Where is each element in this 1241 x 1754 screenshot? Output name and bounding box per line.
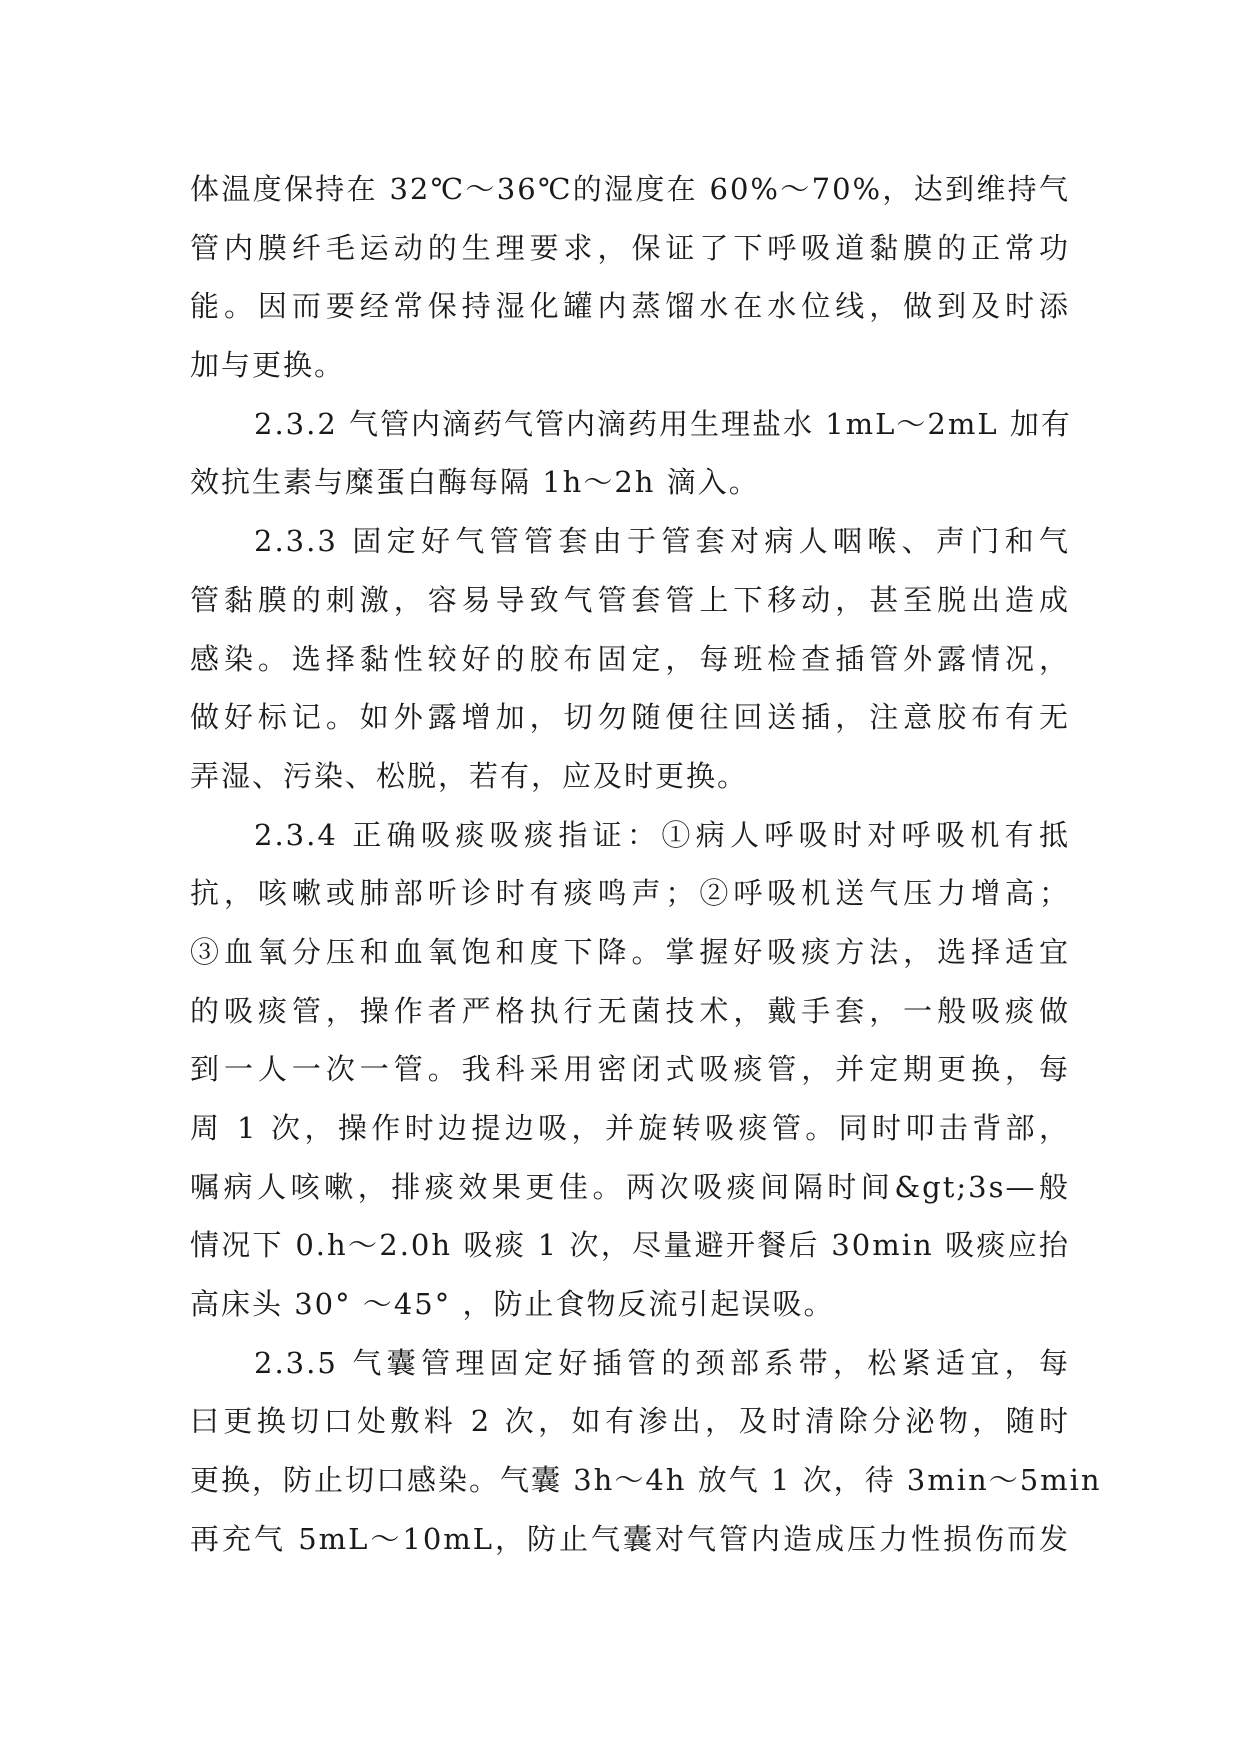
text-line: 2.3.3 固定好气管管套由于管套对病人咽喉、声门和气 — [254, 524, 1070, 559]
text-line: 弄湿、污染、松脱，若有，应及时更换。 — [190, 758, 749, 793]
text-line: 管内膜纤毛运动的生理要求，保证了下呼吸道黏膜的正常功 — [190, 230, 1070, 265]
body-text — [190, 160, 1102, 1569]
text-line: 抗，咳嗽或肺部听诊时有痰鸣声；②呼吸机送气压力增高； — [190, 876, 1070, 911]
text-line: 更换，防止切口感染。气囊 3h～4h 放气 1 次，待 3min～5min — [190, 1463, 1102, 1498]
text-line: 做好标记。如外露增加，切勿随便往回送插，注意胶布有无 — [190, 700, 1070, 735]
text-line: 嘱病人咳嗽，排痰效果更佳。两次吸痰间隔时间&gt;3s—般 — [190, 1169, 1070, 1204]
text-line: 高床头 30° ～45° ，防止食物反流引起误吸。 — [190, 1287, 835, 1322]
text-line: ③血氧分压和血氧饱和度下降。掌握好吸痰方法，选择适宜 — [190, 934, 1070, 969]
text-line: 加与更换。 — [190, 348, 346, 383]
text-line: 体温度保持在 32℃～36℃的湿度在 60%～70%，达到维持气 — [190, 172, 1070, 206]
text-line: 的吸痰管，操作者严格执行无菌技术，戴手套，一般吸痰做 — [190, 993, 1070, 1028]
text-line: 能。因而要经常保持湿化罐内蒸馏水在水位线，做到及时添 — [190, 289, 1070, 324]
text-line: 曰更换切口处敷料 2 次，如有渗出，及时清除分泌物，随时 — [190, 1404, 1070, 1439]
text-line: 情况下 0.h～2.0h 吸痰 1 次，尽量避开餐后 30min 吸痰应抬 — [190, 1228, 1070, 1263]
text-line: 管黏膜的刺激，容易导致气管套管上下移动，甚至脱出造成 — [190, 582, 1070, 617]
text-line: 2.3.5 气囊管理固定好插管的颈部系带，松紧适宜，每 — [254, 1345, 1070, 1380]
text-line: 周 1 次，操作时边提边吸，并旋转吸痰管。同时叩击背部， — [190, 1111, 1070, 1145]
text-line: 2.3.4 正确吸痰吸痰指证：①病人呼吸时对呼吸机有抵 — [254, 817, 1070, 852]
text-line: 感染。选择黏性较好的胶布固定，每班检查插管外露情况， — [190, 641, 1070, 676]
text-line: 再充气 5mL～10mL，防止气囊对气管内造成压力性损伤而发 — [190, 1521, 1070, 1556]
text-line: 效抗生素与糜蛋白酶每隔 1h～2h 滴入。 — [190, 465, 760, 500]
text-line: 到一人一次一管。我科采用密闭式吸痰管，并定期更换，每 — [190, 1052, 1070, 1087]
text-line: 2.3.2 气管内滴药气管内滴药用生理盐水 1mL～2mL 加有 — [254, 406, 1072, 441]
